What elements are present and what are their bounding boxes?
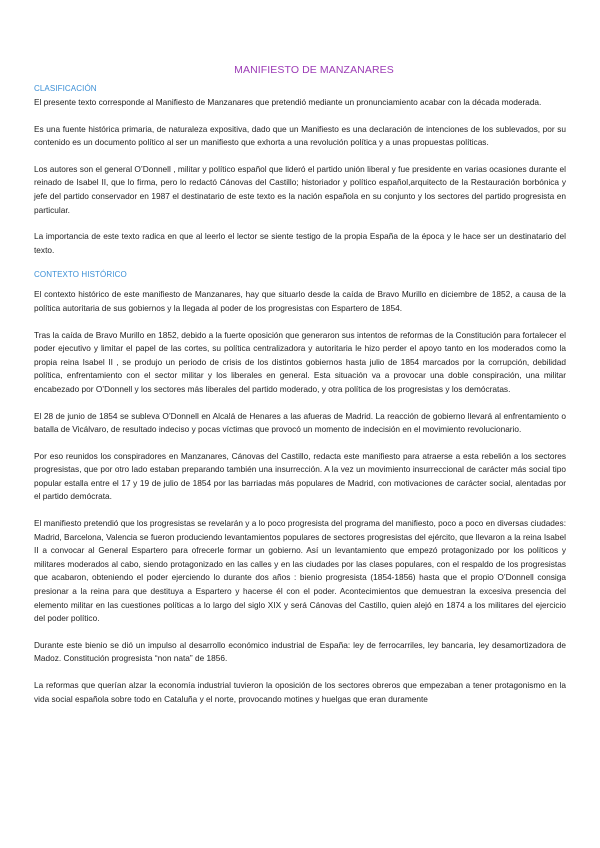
document-title: MANIFIESTO DE MANZANARES xyxy=(234,64,394,76)
paragraph: El presente texto corresponde al Manifiesto de Manzanares que pretendió mediante un pronunciamiento acabar con la década moderada. xyxy=(34,97,542,107)
section-heading: CLASIFICACIÓN xyxy=(34,84,97,93)
paragraph: El contexto histórico de este manifiesto de Manzanares, hay que situarlo desde la caída de Bravo Murillo en diciembre de 1852, a causa de la política autoritaria de sus gobiernos y la llegada al poder de los progresistas con Espartero de 1854. xyxy=(34,289,566,313)
paragraph: El manifiesto pretendió que los progresistas se revelarán y a lo poco progresista del programa del manifiesto, poco a poco en diversas ciudades: Madrid, Barcelona, Valencia se fueron produciendo levantamientos populares de sectores progresistas del ejército, que llevaron a la reina Isabel II a convocar al General Espartero para ofrecerle formar un gobierno. Así un levantamiento que empezó protagonizado por los políticos y militares moderados al cabo, siendo protagonizado en las calles y en las ciudades por las clases populares, con el respaldo de los progresistas que acabaron, obteniendo el poder ejerciendo lo durante dos años : bienio progresista (1854-1856) hasta que el propio O’Donnell consiga presionar a la reina para que destituya a Espartero y hacerse él con el poder. Acontecimientos que demuestran la excesiva presencia del elemento militar en las cuestiones políticas a lo largo del siglo XIX y será Cánovas del Castillo, quien alejó en 1874 a los militares del ejercicio del poder político. xyxy=(34,518,566,624)
paragraph: Por eso reunidos los conspiradores en Manzanares, Cánovas del Castillo, redacta este manifiesto para atraerse a esta rebelión a los sectores progresistas, que por otro lado estaban preparando también una insurrección. A la vez un movimiento insurreccional de carácter más social tipo popular estalla entre el 17 y 19 de julio de 1854 por las barriadas más populares de Madrid, con motivaciones de carácter social, alentadas por el partido demócrata. xyxy=(34,450,566,502)
paragraph: Es una fuente histórica primaria, de naturaleza expositiva, dado que un Manifiesto es una declaración de intenciones de los sublevados, por su contenido es un documento político al ser un manifiesto que exhorta a una revolución política y a unas propuestas políticas. xyxy=(34,123,566,148)
paragraph: La reformas que querían alzar la economía industrial tuvieron la oposición de los sectores obreros que empezaban a tener protagonismo en la vida social española sobre todo en Cataluña y el norte, provocando motines y huelgas que eran duramente xyxy=(34,680,566,704)
paragraph: El 28 de junio de 1854 se subleva O’Donnell en Alcalá de Henares a las afueras de Madrid. La reacción de gobierno llevará al enfrentamiento o batalla de Vicálvaro, de resultado indeciso y pocas víctimas que provocó un momento de indecisión en el movimiento revolucionario. xyxy=(34,410,566,435)
paragraph: Durante este bienio se dió un impulso al desarrollo económico industrial de España: ley de ferrocarriles, ley bancaria, ley desamortizadora de Madoz. Constitución progresista “non nata” de 1856. xyxy=(34,639,566,664)
section-clasificacion xyxy=(34,84,566,257)
paragraph: La importancia de este texto radica en que al leerlo el lector se siente testigo de la propia España de la época y le hace ser un destinatario del texto. xyxy=(34,231,566,255)
paragraph: Tras la caída de Bravo Murillo en 1852, debido a la fuerte oposición que generaron sus intentos de reformas de la Constitución para fortalecer el poder ejecutivo y limitar el papel de las cortes, su política centralizadora y autoritaria le hizo perder el apoyo tanto en los moderados como la propia reina Isabel II , se produjo un periodo de crisis de los distintos gobiernos hasta julio de 1854 marcados por la corrupción, debilidad política, enfrentamiento con el sector militar y los liberales en general. Esta situación va a provocar una doble conspiración, una militar encabezado por O’Donnell y los sectores más liberales del partido moderado, y otra política de los progresistas y los demócratas. xyxy=(34,329,566,394)
section-heading: CONTEXTO HISTÓRICO xyxy=(34,270,127,280)
paragraph: Los autores son el general O’Donnell , militar y político español que lideró el partido unión liberal y fue presidente en varias ocasiones durante el reinado de Isabel II, que lo firma, pero lo redactó Cánovas del Castillo; historiador y político español,arquitecto de la Restauración borbónica y jefe del partido conservador en 1987 el destinatario de este texto es la nación española en su conjunto y los sectores del partido progresista en particular. xyxy=(34,163,566,215)
section-contexto-historico xyxy=(34,270,566,706)
